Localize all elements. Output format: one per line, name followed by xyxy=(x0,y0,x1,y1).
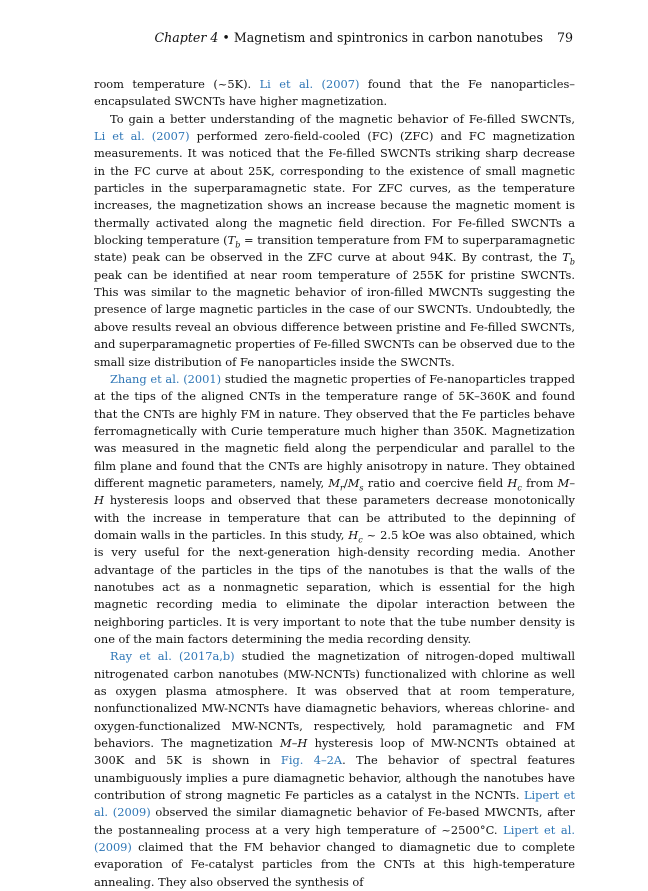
subscript: c xyxy=(358,535,363,545)
text-run: observed the similar diamagnetic behavior of Fe-based MWCNTs, after the postannealing process at a very high temperature of ~2500°C. xyxy=(94,805,575,837)
text-run: M xyxy=(280,736,292,751)
page-number: 79 xyxy=(556,30,573,45)
subscript: b xyxy=(235,240,241,250)
text-run: claimed that the FM behavior changed to diamagnetic due to complete evaporation of Fe-catalyst particles from the CNTs at this high-temperature annealing. They also observed the synthesis of xyxy=(94,840,575,889)
text-run: H xyxy=(297,736,308,751)
text-run: studied the magnetic properties of Fe-nanoparticles trapped at the tips of the aligned CNTs in the temperature range of 5K–360K and found that the CNTs are highly FM in nature. They observed that the Fe particles behave ferromagnetically with Curie temperature much higher than 350K. Magnetization was measured in the magnetic field along the perpendicular and parallel to the film plane and found that the CNTs are highly anisotropy in nature. They obtained different magnetic parameters, namely, xyxy=(94,371,576,490)
subscript: r xyxy=(340,483,344,493)
subscript: c xyxy=(517,483,522,493)
paragraph xyxy=(94,371,575,649)
citation-link[interactable]: Fig. 4–2A xyxy=(280,753,343,768)
text-run: ~ 2.5 kOe was also obtained, which is very useful for the next-generation high-density recording media. Another advantage of the particles in the tips of the nanotubes is that the walls of the nanotubes act as a nonmagnetic separation, which is essential for the high magnetic recording media to eliminate the dipolar interaction between the neighboring particles. It is very important to note that the tube number density is one of the main factors determining the media recording density. xyxy=(94,527,575,646)
text-run: performed zero-field-cooled (FC) (ZFC) and FC magnetization measurements. It was noticed that the Fe-filled SWCNTs striking sharp decrease in the FC curve at about 25K, corresponding to the existence of small magnetic particles in the superparamagnetic state. For ZFC curves, as the temperature increases, the magnetization shows an increase because the magnetic moment is thermally activated along the magnetic field direction. For Fe-filled SWCNTs a blocking temperature ( xyxy=(94,129,575,248)
text-run: / xyxy=(343,475,348,490)
text-run: T xyxy=(227,233,236,248)
citation-link[interactable]: Zhang et al. (2001) xyxy=(110,371,222,386)
text-run: M xyxy=(328,475,341,490)
paragraph xyxy=(94,111,575,371)
running-header xyxy=(0,30,573,46)
text-run: . The behavior of spectral features unambiguously implies a pure diamagnetic behavior, although the nanotubes have contribution of strong magnetic Fe particles as a catalyst in the NCNTs. xyxy=(94,753,576,803)
citation-link[interactable]: Lipert et al. (2009) xyxy=(94,822,575,855)
chapter-title: Magnetism and spintronics in carbon nanotubes xyxy=(233,30,543,45)
text-run: = transition temperature from FM to superparamagnetic state) peak can be observed in the ZFC curve at about 94K. By contrast, the xyxy=(94,233,575,265)
text-run: H xyxy=(94,493,104,508)
header-separator: • xyxy=(218,30,234,45)
citation-link[interactable]: Li et al. (2007) xyxy=(94,129,190,144)
text-run: from xyxy=(521,475,558,490)
text-run: room temperature (~5K). xyxy=(94,77,260,91)
paragraph xyxy=(94,648,575,891)
text-run: hysteresis loops and observed that these parameters decrease monotonically with the increase in temperature that can be attributed to the depinning of domain walls in the particles. In this study, xyxy=(94,493,575,542)
citation-link[interactable]: Li et al. (2007) xyxy=(259,77,360,91)
chapter-label: Chapter 4 xyxy=(154,30,219,45)
text-run: – xyxy=(569,475,576,490)
text-run: hysteresis loop of MW-NCNTs obtained at 300K and 5K is shown in xyxy=(94,736,575,768)
text-run: H xyxy=(348,527,359,542)
subscript: s xyxy=(359,483,364,493)
citation-link[interactable]: Lipert et al. (2009) xyxy=(94,788,575,820)
text-run: H xyxy=(507,475,518,490)
body-text xyxy=(94,76,575,891)
text-run: To gain a better understanding of the magnetic behavior of Fe-filled SWCNTs, xyxy=(110,111,575,126)
text-run: found that the Fe nanoparticles–encapsulated SWCNTs have higher magnetization. xyxy=(94,77,575,109)
paragraph xyxy=(94,76,575,111)
citation-link[interactable]: Ray et al. (2017a,b) xyxy=(110,649,235,664)
text-run: M xyxy=(347,475,360,490)
text-run: studied the magnetization of nitrogen-doped multiwall nitrogenated carbon nanotubes (MW-NCNTs) functionalized with chlorine as well as oxygen plasma atmosphere. It was observed that at room temperature, nonfunctionalized MW-NCNTs have diamagnetic behaviors, whereas chlorine- and oxygen-functionalized MW-NCNTs, respectively, hold paramagnetic and FM behaviors. The magnetization xyxy=(94,649,575,751)
text-run: peak can be identified at near room temperature of 255K for pristine SWCNTs. This was similar to the magnetic behavior of iron-filled MWCNTs suggesting the presence of large magnetic particles in the case of our SWCNTs. Undoubtedly, the above results reveal an obvious difference between pristine and Fe-filled SWCNTs, and superparamagnetic properties of Fe-filled SWCNTs can be observed due to the small size distribution of Fe nanoparticles inside the SWCNTs. xyxy=(94,267,575,369)
text-run: – xyxy=(291,736,298,751)
text-run: ratio and coercive field xyxy=(363,475,508,490)
text-run: M xyxy=(557,475,570,490)
text-run: T xyxy=(562,250,570,265)
subscript: b xyxy=(569,257,575,267)
